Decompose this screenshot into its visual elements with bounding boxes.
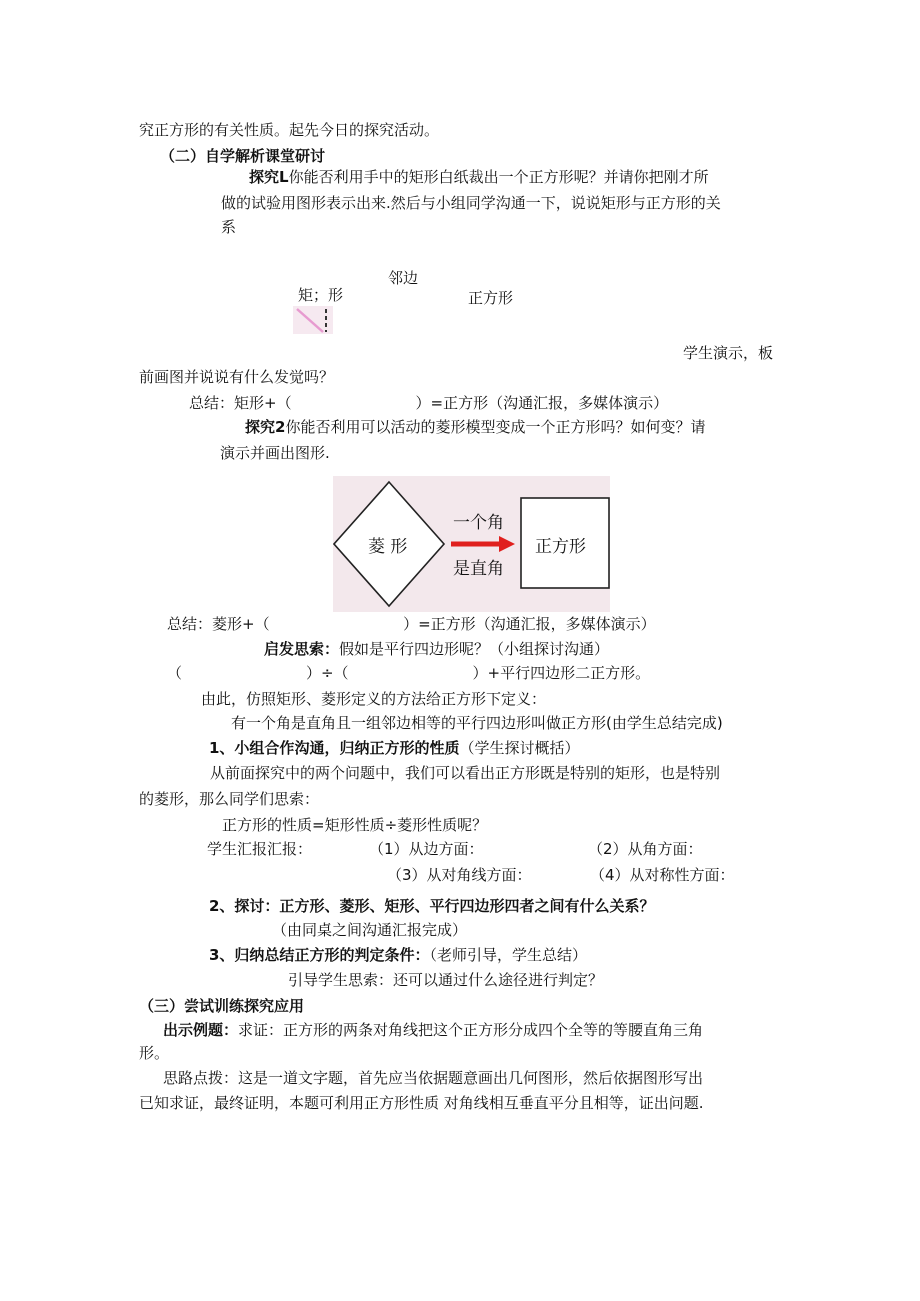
hint-line1: 思路点拨：这是一道文字题，首先应当依据题意画出几何图形，然后依据图形写出 [163, 1069, 704, 1087]
paragraph-1b: 的菱形，那么同学们思索： [139, 790, 320, 808]
property-question: 正方形的性质=矩形性质÷菱形性质呢？ [222, 816, 488, 834]
square-label: 正方形 [535, 537, 586, 557]
diagram1-label-juxing: 矩；形 [298, 286, 344, 304]
task1-line2: 做的试验用图形表示出来.然后与小组同学沟通一下，说说矩形与正方形的关 [221, 194, 721, 212]
section-heading-3: （三）尝试训练探究应用 [139, 997, 305, 1015]
task2-line2: 演示并画出图形. [220, 444, 330, 462]
task2-text: 你能否利用可以活动的菱形模型变成一个正方形吗？如何变？请 [285, 418, 706, 436]
heading-2: 2、探讨：正方形、菱形、矩形、平行四边形四者之间有什么关系？ [209, 897, 655, 915]
report-item-1: （1）从边方面： [369, 840, 484, 858]
paragraph-1a: 从前面探究中的两个问题中，我们可以看出正方形既是特别的矩形，也是特别 [210, 764, 721, 782]
heading-3-line [209, 945, 587, 965]
heading-3: 3、归纳总结正方形的判定条件： [209, 946, 430, 964]
heading-3-note: （老师引导，学生总结） [429, 946, 587, 964]
example-text: 求证：正方形的两条对角线把这个正方形分成四个全等的等腰直角三角 [238, 1021, 704, 1039]
diagram1-label-square: 正方形 [468, 289, 514, 307]
text-line: 究正方形的有关性质。起先今日的探究活动。 [139, 121, 440, 139]
task2-line1 [245, 417, 705, 437]
inspire-label: 启发思索： [264, 640, 340, 658]
summary-1: 总结：矩形+（ ）=正方形（沟通汇报，多媒体演示） [189, 394, 669, 412]
report-item-4: （4）从对称性方面： [590, 866, 735, 884]
example-line [163, 1020, 703, 1040]
heading-1-line [209, 738, 579, 758]
report-item-2: （2）从角方面： [588, 840, 703, 858]
define-intro: 由此，仿照矩形、菱形定义的方法给正方形下定义： [201, 690, 547, 708]
report-item-3: （3）从对角线方面： [387, 866, 532, 884]
example-label: 出示例题： [163, 1021, 239, 1039]
diagram1-sketch [293, 306, 339, 336]
heading-2-note: （由同桌之间沟通汇报完成） [272, 921, 468, 939]
task1-line1 [249, 167, 709, 187]
task1-text: 你能否利用手中的矩形白纸裁出一个正方形呢？并请你把刚才所 [288, 168, 709, 186]
section-heading-2: （二）自学解析课堂研讨 [160, 147, 326, 165]
arrow-label-top: 一个角 [453, 513, 504, 533]
guide-question: 引导学生思索：还可以通过什么途径进行判定？ [288, 971, 604, 989]
inspire-text: 假如是平行四边形呢？（小组探讨沟通） [339, 640, 610, 658]
task1-line3: 系 [221, 218, 237, 236]
rhombus-label: 菱 形 [368, 537, 408, 557]
task1-label: 探究L [249, 168, 289, 186]
definition: 有一个角是直角且一组邻边相等的平行四边形叫做正方形(由学生总结完成) [231, 714, 723, 732]
demo-text-cont: 前画图并说说有什么发觉吗？ [139, 368, 335, 386]
example-line2: 形。 [139, 1044, 170, 1062]
diagram1-label-linbian: 邻边 [388, 269, 419, 287]
summary-2: 总结：菱形+（ ）=正方形（沟通汇报，多媒体演示） [167, 615, 656, 633]
inspire-line [264, 639, 609, 659]
hint-line2: 已知求证，最终证明，本题可利用正方形性质 对角线相互垂直平分且相等，证出问题. [139, 1094, 704, 1112]
task2-label: 探究2 [245, 418, 286, 436]
arrow-label-bottom: 是直角 [453, 559, 504, 579]
heading-1: 1、小组合作沟通，归纳正方形的性质 [209, 739, 460, 757]
formula-line: （ ）÷（ ）+平行四边形二正方形。 [167, 664, 651, 682]
heading-1-note: （学生探讨概括） [459, 739, 580, 757]
demo-text-right: 学生演示，板 [683, 344, 774, 362]
report-label: 学生汇报汇报： [207, 840, 313, 858]
